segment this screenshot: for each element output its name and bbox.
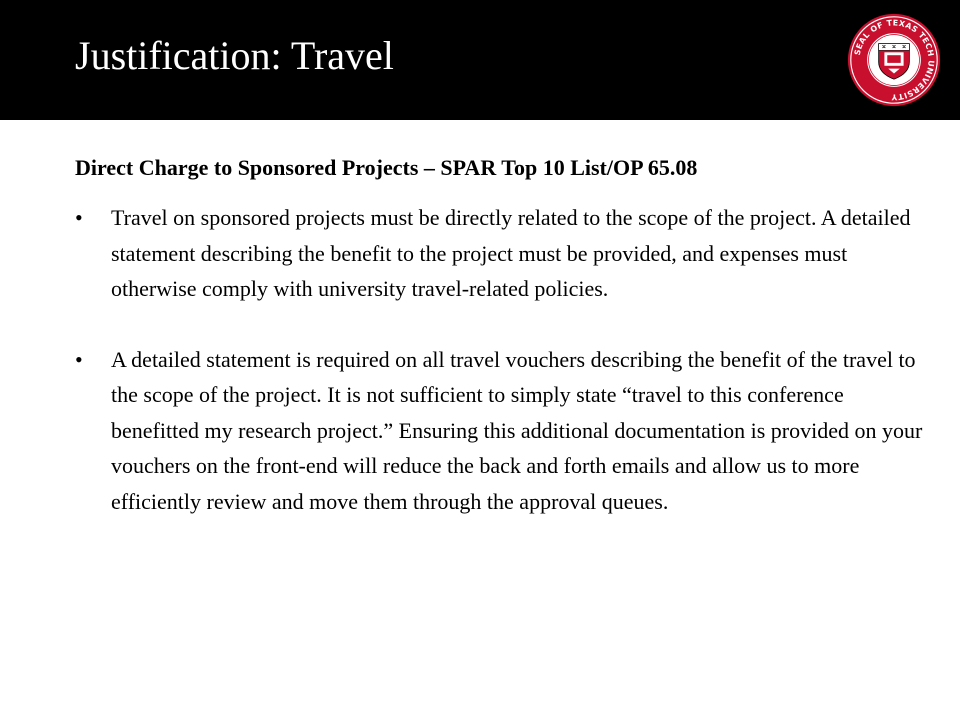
slide-title: Justification: Travel (75, 33, 394, 78)
title-bar (0, 0, 960, 120)
bullet-marker: • (75, 205, 83, 230)
bullet-item (75, 200, 925, 307)
bullet-list (75, 200, 925, 519)
university-seal-icon (846, 12, 942, 108)
slide-subheading: Direct Charge to Sponsored Projects – SPAR Top 10 List/OP 65.08 (75, 155, 698, 180)
slide-content (75, 152, 925, 519)
bullet-marker: • (75, 346, 83, 372)
bullet-item (75, 342, 925, 520)
bullet-text: A detailed statement is required on all travel vouchers describing the benefit of the travel to the scope of the project. It is not sufficient to simply state “travel to this conference benefitted my research project.” Ensuring this additional documentation is provided on your vouchers on the front-end will reduce the back and forth emails and allow us to more efficiently review and move them through the approval queues. (111, 346, 923, 514)
bullet-text: Travel on sponsored projects must be directly related to the scope of the project. A detailed statement describing the benefit to the project must be provided, and expenses must otherwise comply with university travel-related policies. (111, 205, 911, 301)
seal-ring-text: SEAL OF TEXAS TECH UNIVERSITY (852, 18, 936, 102)
